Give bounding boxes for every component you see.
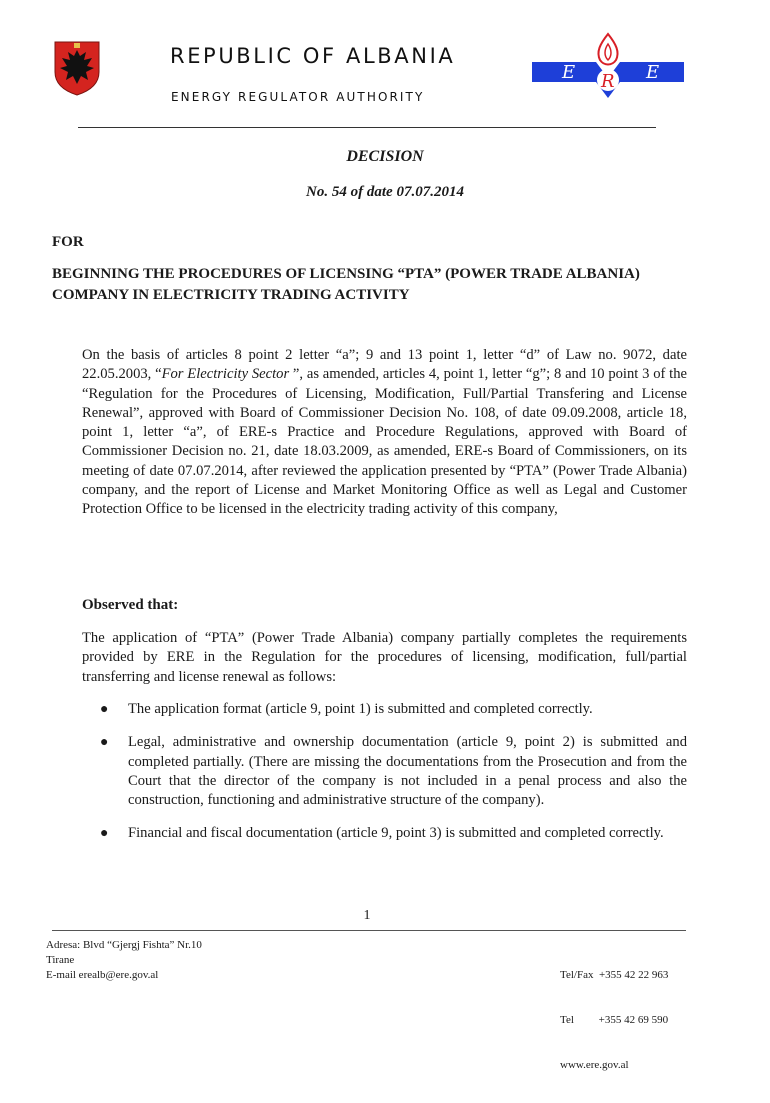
decision-number: No. 54 of date 07.07.2014 (306, 184, 464, 200)
albania-eagle-emblem-icon (52, 40, 102, 96)
legal-basis-paragraph (82, 346, 687, 520)
footer-telfax: Tel/Fax +355 42 22 963 (560, 969, 669, 981)
org-subtitle: ENERGY REGULATOR AUTHORITY (171, 90, 425, 104)
law-title: For Electricity Sector (161, 366, 290, 383)
list-item (82, 824, 687, 843)
bullet-icon: ● (100, 702, 109, 717)
footer-address-block (46, 938, 202, 983)
footer-contact-block (560, 938, 668, 1103)
observed-heading: Observed that: (82, 597, 179, 613)
logo-letter-e2: E (646, 62, 660, 83)
for-label: FOR (52, 234, 84, 250)
ere-logo-icon (530, 30, 686, 100)
footer-email: E-mail erealb@ere.gov.al (46, 969, 159, 981)
page-number: 1 (363, 908, 371, 923)
bullet-icon: ● (100, 826, 109, 842)
footer-tel: Tel +355 42 69 590 (560, 1014, 669, 1026)
list-item-text: Financial and fiscal documentation (article 9, point 3) is submitted and completed correctly. (128, 825, 664, 842)
header-divider (78, 127, 656, 128)
list-item-text: Legal, administrative and ownership documentation (article 9, point 2) is submitted and completed partially. (There are missing the documentations from the Prosecution and from the Court that the director of the company is not included in a penal process and also the construction, functioning and administrative structure of the company). (128, 734, 687, 809)
footer-divider (52, 930, 686, 931)
list-item (82, 733, 687, 810)
footer-address: Adresa: Blvd “Gjergj Fishta” Nr.10 (46, 939, 202, 951)
decision-subject: BEGINNING THE PROCEDURES OF LICENSING “PTA” (POWER TRADE ALBANIA) COMPANY IN ELECTRICITY TRADING ACTIVITY (52, 266, 640, 303)
findings-list (82, 700, 687, 858)
observed-paragraph: The application of “PTA” (Power Trade Albania) company partially completes the requirements provided by ERE in the Regulation for the procedures of licensing, modification, full/partial transferring and license renewal as follows: (82, 630, 687, 685)
bullet-icon: ● (100, 735, 109, 751)
footer-city: Tirane (46, 954, 75, 966)
list-item (82, 700, 687, 719)
footer-website: www.ere.gov.al (560, 1059, 629, 1071)
decision-heading: DECISION (346, 148, 424, 165)
legal-basis-text-a: On the basis of articles 8 point 2 letter “a”; 9 and 13 point 1, letter “d” of Law no. 9072, date 22.05.2003, “ (82, 347, 687, 383)
legal-basis-text-b: ”, as amended, articles 4, point 1, letter “g”; 8 and 10 point 3 of the “Regulation for the Procedures of Licensing, Modification, Full/Partial Transfering and License Renewal”, approved with Board of Commissioner Decision No. 108, of date 09.09.2008, article 18, point 1, letter “a”, of ERE-s Practice and Procedure Regulations, approved with Board of Commissioner Decision no. 21, date 18.03.2009, as amended, ERE-s Board of Commissioners, on its meeting of date 07.07.2014, after reviewed the application presented by “PTA” (Power Trade Albania) company, and the report of License and Market Monitoring Office as well as Legal and Customer Protection Office to be licensed in the electricity trading activity of this company, (82, 366, 687, 518)
logo-letter-e1: E (562, 62, 576, 83)
logo-letter-r: R (601, 71, 615, 92)
list-item-text: The application format (article 9, point 1) is submitted and completed correctly. (128, 701, 593, 717)
org-title: REPUBLIC OF ALBANIA (170, 44, 456, 68)
